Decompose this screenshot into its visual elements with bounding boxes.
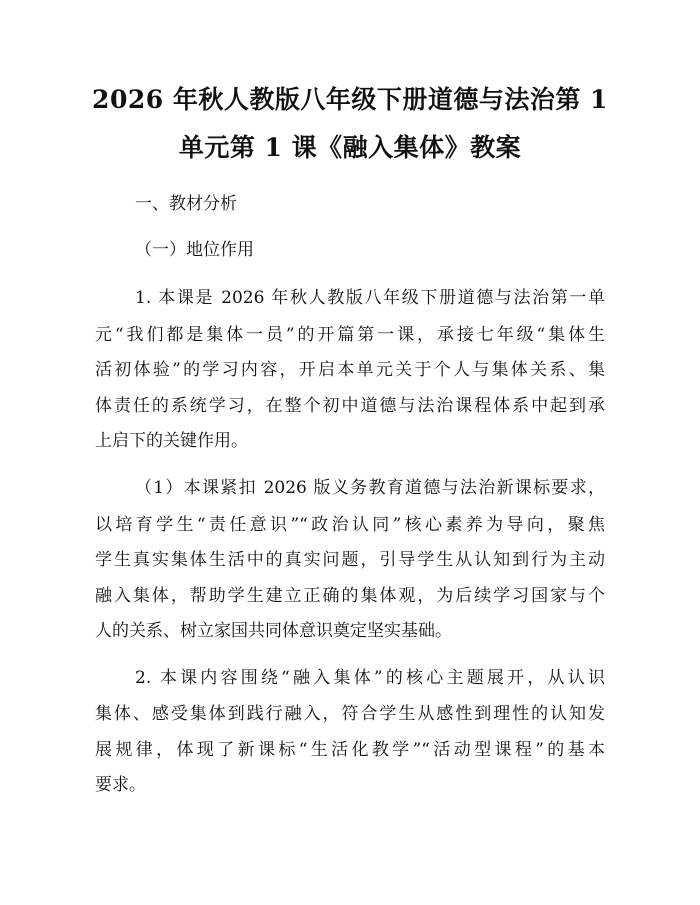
document-title-line-2: 单元第 1 课《融入集体》教案 — [178, 133, 522, 162]
paragraph-1-line-3: 活初体验”的学习内容，开启本单元关于个人与集体关系、集 — [95, 360, 605, 380]
paragraph-1-line-1: 1. 本课是 2026 年秋人教版八年级下册道德与法治第一单 — [135, 288, 605, 308]
paragraph-1-line-2: 元“我们都是集体一员”的开篇第一课，承接七年级“集体生 — [95, 325, 605, 345]
document-title-line-1: 2026 年秋人教版八年级下册道德与法治第 1 — [92, 85, 608, 114]
paragraph-2-line-2: 以培育学生“责任意识”“政治认同”核心素养为导向，聚焦 — [95, 515, 605, 535]
paragraph-3-line-3: 展规律，体现了新课标“生活化教学”“活动型课程”的基本 — [95, 740, 605, 760]
paragraph-1-line-5: 上启下的关键作用。 — [95, 431, 248, 451]
section-heading: 一、教材分析 — [135, 194, 237, 214]
paragraph-2-line-5: 人的关系、树立家国共同体意识奠定坚实基础。 — [95, 621, 452, 641]
paragraph-2-line-1: （1）本课紧扣 2026 版义务教育道德与法治新课标要求， — [135, 478, 605, 498]
subsection-heading: （一）地位作用 — [135, 240, 254, 260]
paragraph-2-line-4: 融入集体，帮助学生建立正确的集体观，为后续学习国家与个 — [95, 586, 605, 606]
paragraph-3-line-2: 集体、感受集体到践行融入，符合学生从感性到理性的认知发 — [95, 704, 605, 724]
paragraph-1-line-4: 体责任的系统学习，在整个初中道德与法治课程体系中起到承 — [95, 396, 605, 416]
paragraph-3-line-1: 2. 本课内容围绕“融入集体”的核心主题展开，从认识 — [135, 668, 605, 688]
paragraph-2-line-3: 学生真实集体生活中的真实问题，引导学生从认知到行为主动 — [95, 550, 605, 570]
paragraph-3-line-4: 要求。 — [95, 775, 146, 795]
